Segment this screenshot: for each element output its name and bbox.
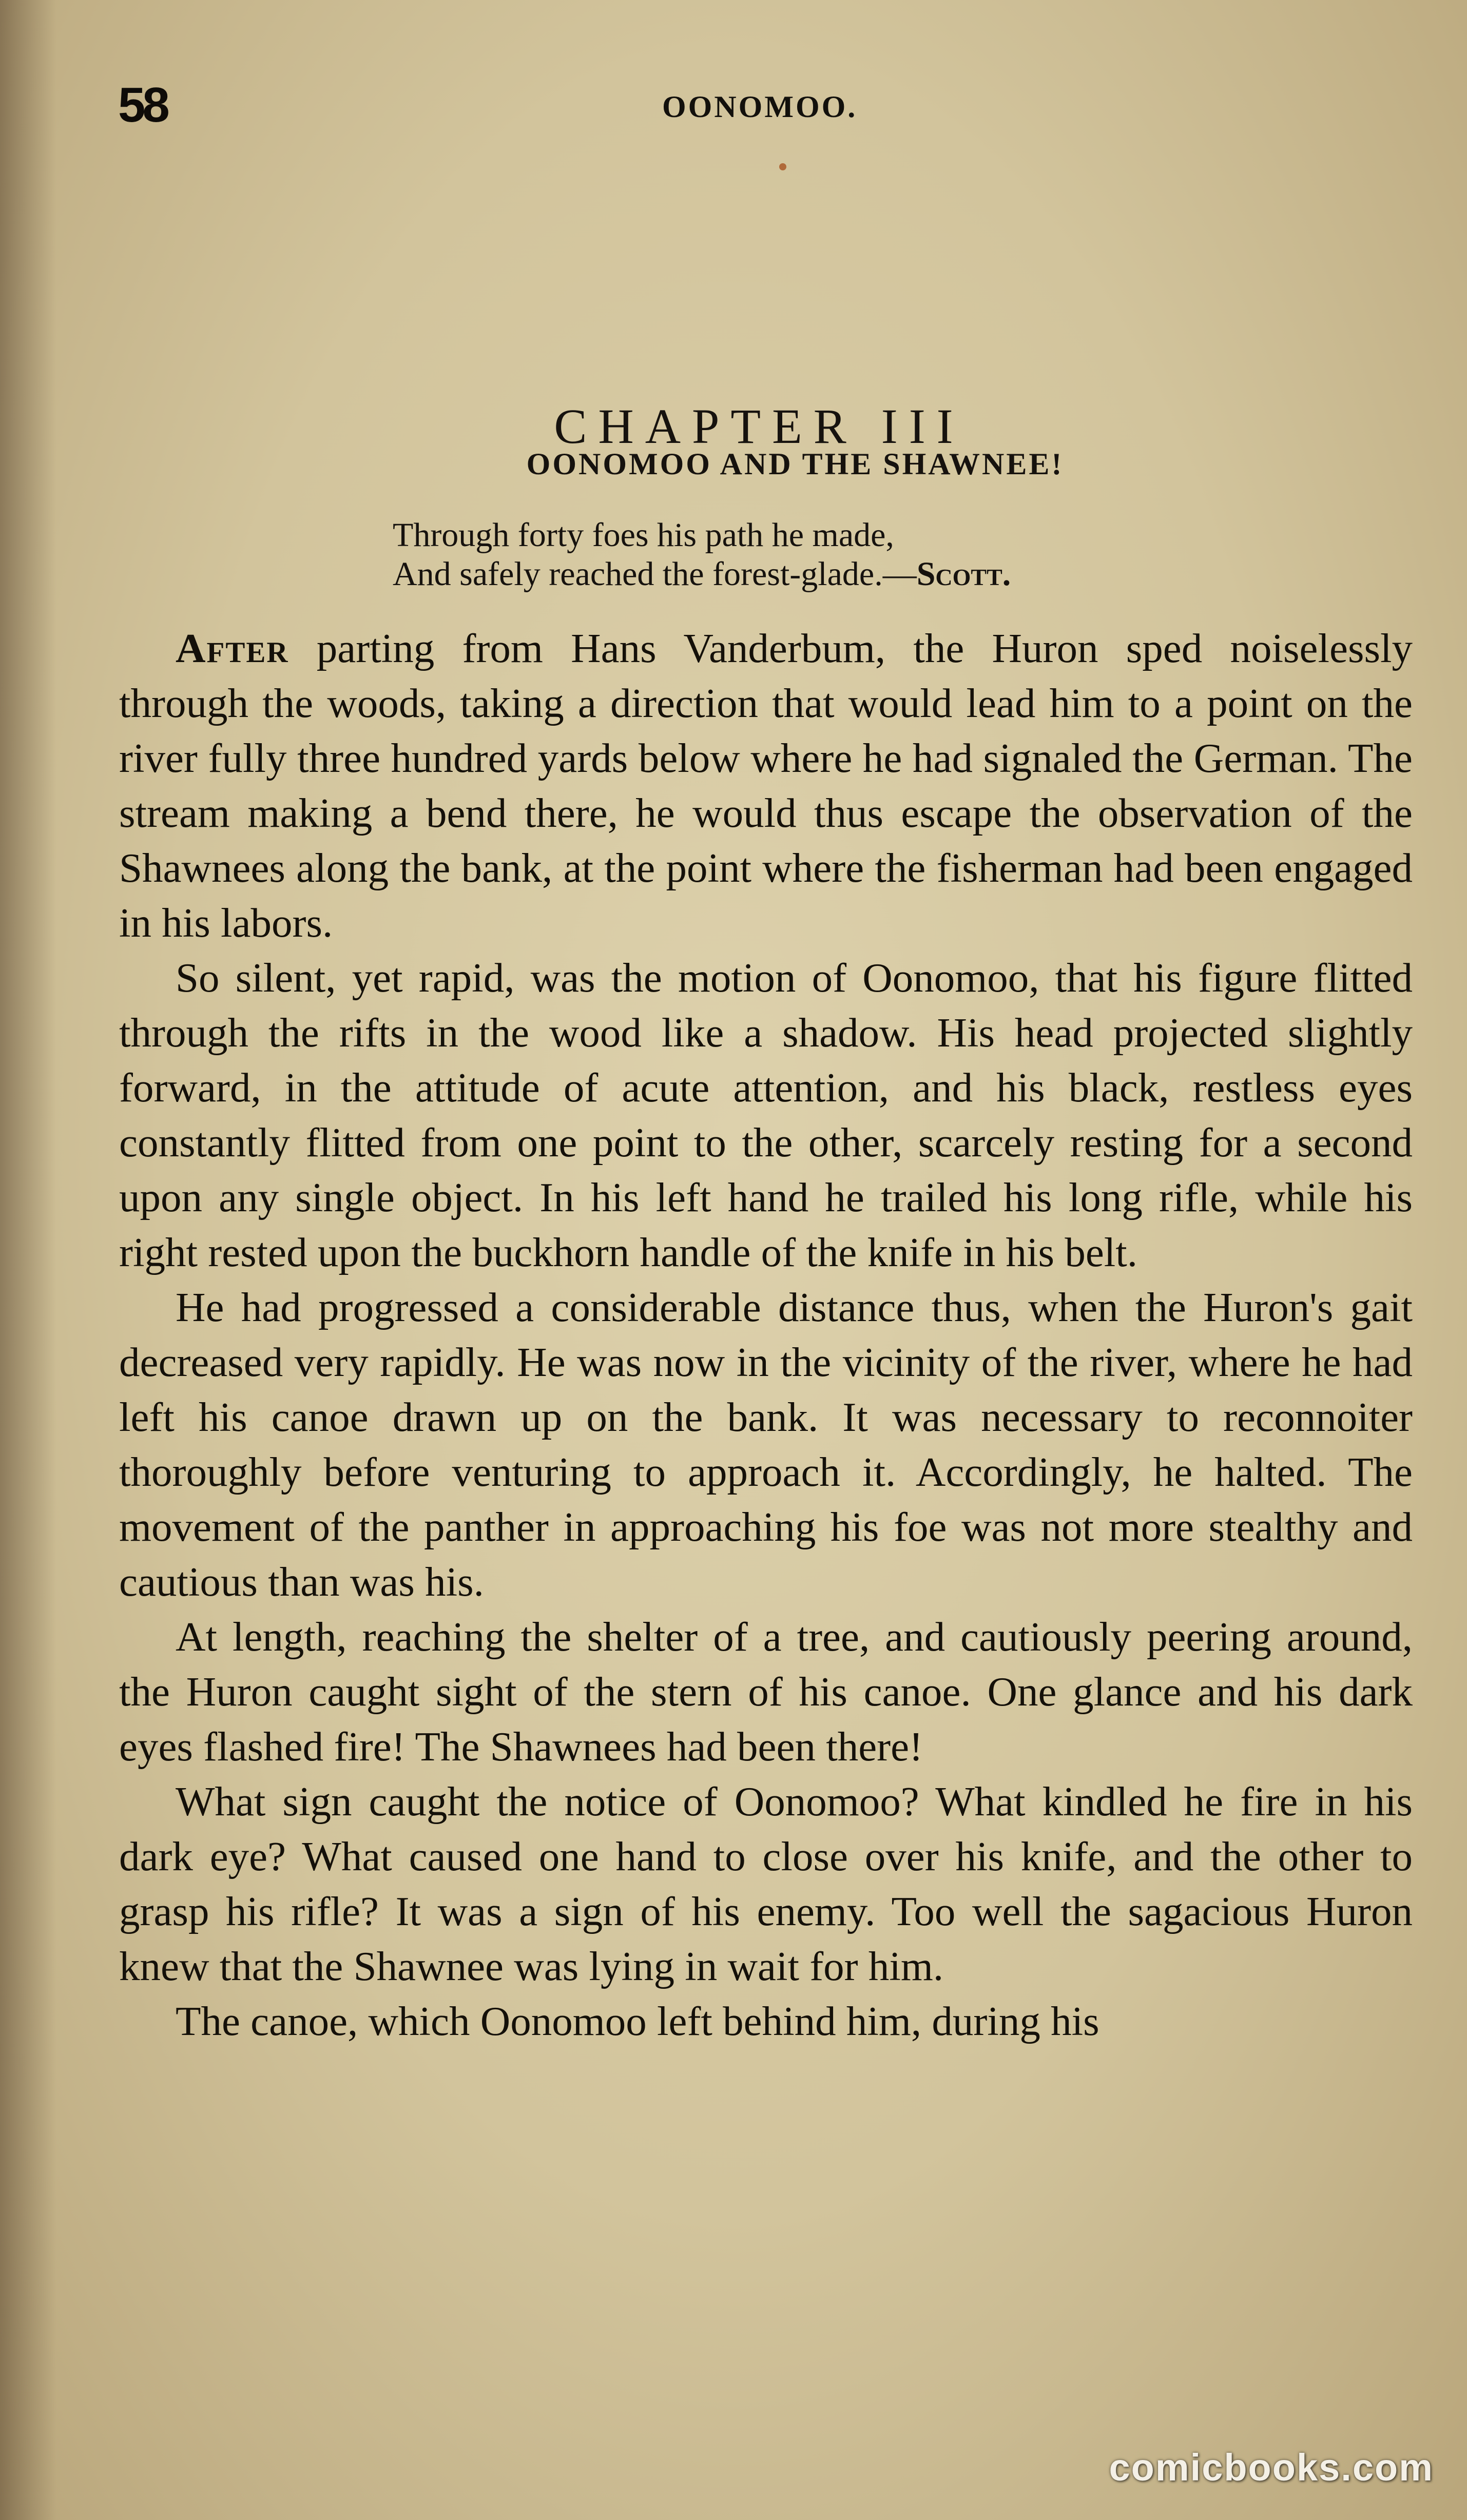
body-text (119, 621, 1413, 2049)
chapter-subtitle: OONOMOO AND THE SHAWNEE! (526, 447, 1064, 481)
epigraph-attribution: Scott. (916, 555, 1011, 593)
paragraph-2: So silent, yet rapid, was the motion of Oonomoo, that his figure flitted through the rifts in the wood like a shadow. His head projected slightly forward, in the attitude of acute attention, and his black, restless eyes constantly flitted from one point to the other, scarcely resting for a second upon any single object. In his left hand he trailed his long rifle, while his right rested upon the buckhorn handle of the knife in his belt. (119, 955, 1413, 1275)
epigraph-line-1: Through forty foes his path he made, (393, 516, 894, 554)
page-number: 58 (118, 77, 167, 132)
epigraph-line-2-text: And safely reached the forest-glade.— (393, 555, 917, 593)
running-head (0, 77, 1467, 139)
epigraph-line-2 (393, 555, 1011, 594)
site-watermark: comicbooks.com (1109, 2446, 1434, 2489)
paragraph-1 (119, 621, 1413, 951)
paragraph-5: What sign caught the notice of Oonomoo? What kindled he fire in his dark eye? What caused one hand to close over his knife, and the other to grasp his rifle? It was a sign of his enemy. Too well the sagacious Huron knew that the Shawnee was lying in wait for him. (119, 1778, 1413, 1989)
running-title: OONOMOO. (662, 90, 858, 124)
paragraph-3: He had progressed a considerable distance thus, when the Huron's gait decreased very rapidly. He was now in the vicinity of the river, where he had left his canoe drawn up on the bank. It was necessary to reconnoiter thoroughly before venturing to approach it. Accordingly, he halted. The movement of the panther in approaching his foe was not more stealthy and cautious than was his. (119, 1284, 1413, 1605)
paragraph-6: The canoe, which Oonomoo left behind him, during his (176, 1998, 1099, 2044)
epigraph (393, 516, 1011, 594)
ink-speck (779, 163, 786, 170)
paragraph-1-text: parting from Hans Vanderbum, the Huron sped noiselessly through the woods, taking a direction that would lead him to a point on the river fully three hundred yards below where he had signaled the German. The stream making a bend there, he would thus escape the observation of the Shawnees along the bank, at the point where the fisherman had been engaged in his labors. (119, 625, 1413, 946)
chapter-heading: CHAPTER III (554, 398, 964, 454)
paragraph-1-lead-word: After (176, 625, 289, 671)
paragraph-4: At length, reaching the shelter of a tree, and cautiously peering around, the Huron caught sight of the stern of his canoe. One glance and his dark eyes flashed fire! The Shawnees had been there! (119, 1614, 1413, 1770)
